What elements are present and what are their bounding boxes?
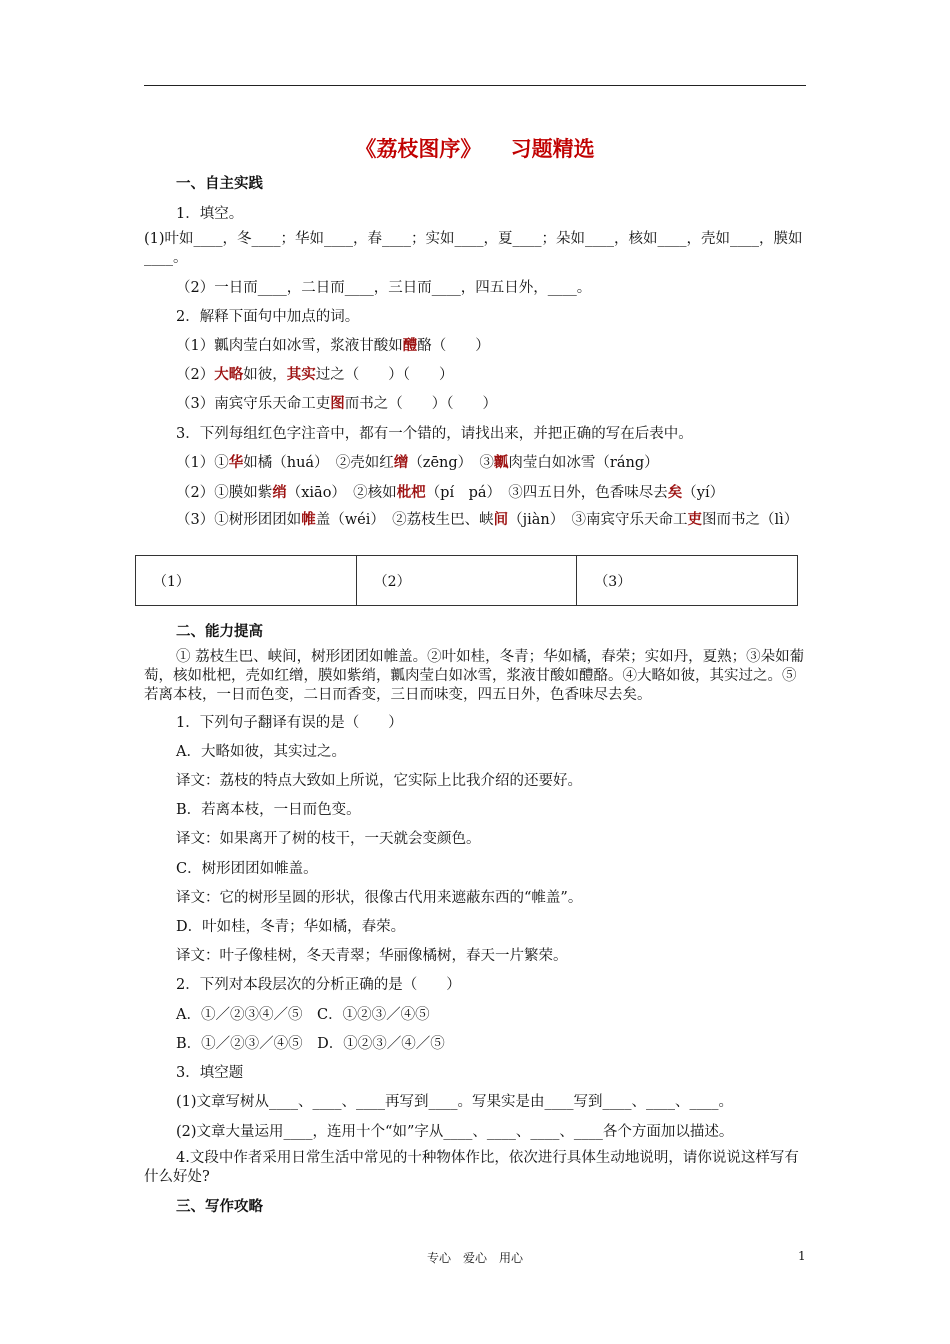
footer-motto: 专心 爱心 用心 — [426, 1251, 523, 1265]
question-1-part-1: (1)叶如____，冬____；华如____，春____；实如____，夏____；朵如____，核如____，壳如____，膜如____。 — [144, 231, 803, 266]
question-3: 3．下列每组红色字注音中，都有一个错的，请找出来，并把正确的写在后表中。 — [176, 426, 693, 442]
answer-table — [135, 555, 798, 606]
s2-question-3: 3．填空题 — [176, 1065, 244, 1081]
translation-c: 译文：它的树形呈圆的形状，很像古代用来遮蔽东西的“帷盖”。 — [176, 890, 583, 906]
question-1: 1．填空。 — [176, 206, 244, 222]
question-2-item-2: （2）大略如彼，其实过之（ ）（ ） — [176, 366, 454, 383]
options-b-d: B．①／②③／④⑤ D．①②③／④／⑤ — [176, 1036, 445, 1052]
dotted-word: 醴 — [402, 337, 418, 354]
header-rule — [144, 85, 806, 86]
s2-question-3-part-1: (1)文章写树从____、____、____再写到____。写果实是由____写到____、____、____。 — [176, 1094, 734, 1110]
section-heading-1: 一、自主实践 — [176, 176, 263, 192]
question-3-group-2: （2）①膜如紫绡（xiāo） ②核如枇杷（pí pá） ③四五日外，色香味尽去矣（yí） — [176, 484, 725, 501]
question-1-part-2: （2）一日而____，二日而____，三日而____，四五日外，____。 — [176, 280, 592, 296]
s2-question-1: 1．下列句子翻译有误的是（ ） — [176, 715, 403, 731]
dotted-word: 图 — [330, 395, 345, 412]
option-a: A．大略如彼，其实过之。 — [176, 744, 346, 760]
section-heading-2: 二、能力提高 — [176, 624, 263, 640]
s2-question-3-part-2: (2)文章大量运用____，连用十个“如”字从____、____、____、____各个方面加以描述。 — [176, 1124, 734, 1140]
translation-d: 译文：叶子像桂树，冬天青翠；华丽像橘树，春天一片繁荣。 — [176, 948, 568, 964]
question-2: 2．解释下面句中加点的词。 — [176, 309, 360, 325]
s2-question-2: 2．下列对本段层次的分析正确的是（ ） — [176, 977, 461, 993]
option-b: B．若离本枝，一日而色变。 — [176, 802, 361, 818]
answer-cell-2[interactable]: （2） — [356, 556, 577, 606]
dotted-word: 其实 — [286, 366, 316, 383]
question-2-item-3: （3）南宾守乐天命工吏图而书之（ ）（ ） — [176, 395, 497, 412]
question-3-group-1: （1）①华如橘（huá） ②壳如红缯（zēng） ③瓤肉莹白如冰雪（ráng） — [176, 454, 659, 471]
dotted-word: 大略 — [214, 366, 244, 383]
passage: ① 荔枝生巴、峡间，树形团团如帷盖。②叶如桂，冬青；华如橘，春荣；实如丹，夏熟；③朵如葡萄，核如枇杷，壳如红缯，膜如紫绡，瓤肉莹白如冰雪，浆液甘酸如醴酪。④大略如彼，其实过之。⑤若离本枝，一日而色变，二日而香变，三日而味变，四五日外，色香味尽去矣。 — [144, 649, 805, 703]
s2-question-4: 4.文段中作者采用日常生活中常见的十种物体作比，依次进行具体生动地说明，请你说说这样写有什么好处? — [144, 1150, 799, 1185]
question-2-item-1: （1）瓤肉莹白如冰雪，浆液甘酸如醴酪（ ） — [176, 337, 490, 354]
translation-b: 译文：如果离开了树的枝干，一天就会变颜色。 — [176, 831, 481, 847]
answer-cell-3[interactable]: （3） — [577, 556, 798, 606]
question-3-group-3: （3）①树形团团如帷盖（wéi） ②荔枝生巴、峡间（jiàn） ③南宾守乐天命工吏图而书之（lì） — [176, 511, 799, 528]
page-number: 1 — [798, 1249, 806, 1263]
section-heading-3: 三、写作攻略 — [176, 1199, 263, 1215]
page-title: 《荔枝图序》 习题精选 — [355, 137, 595, 161]
answer-cell-1[interactable]: （1） — [136, 556, 357, 606]
option-d: D．叶如桂，冬青；华如橘，春荣。 — [176, 919, 406, 935]
option-c: C．树形团团如帷盖。 — [176, 861, 318, 877]
translation-a: 译文：荔枝的特点大致如上所说，它实际上比我介绍的还要好。 — [176, 773, 582, 789]
options-a-c: A．①／②③④／⑤ C．①②③／④⑤ — [176, 1007, 430, 1023]
